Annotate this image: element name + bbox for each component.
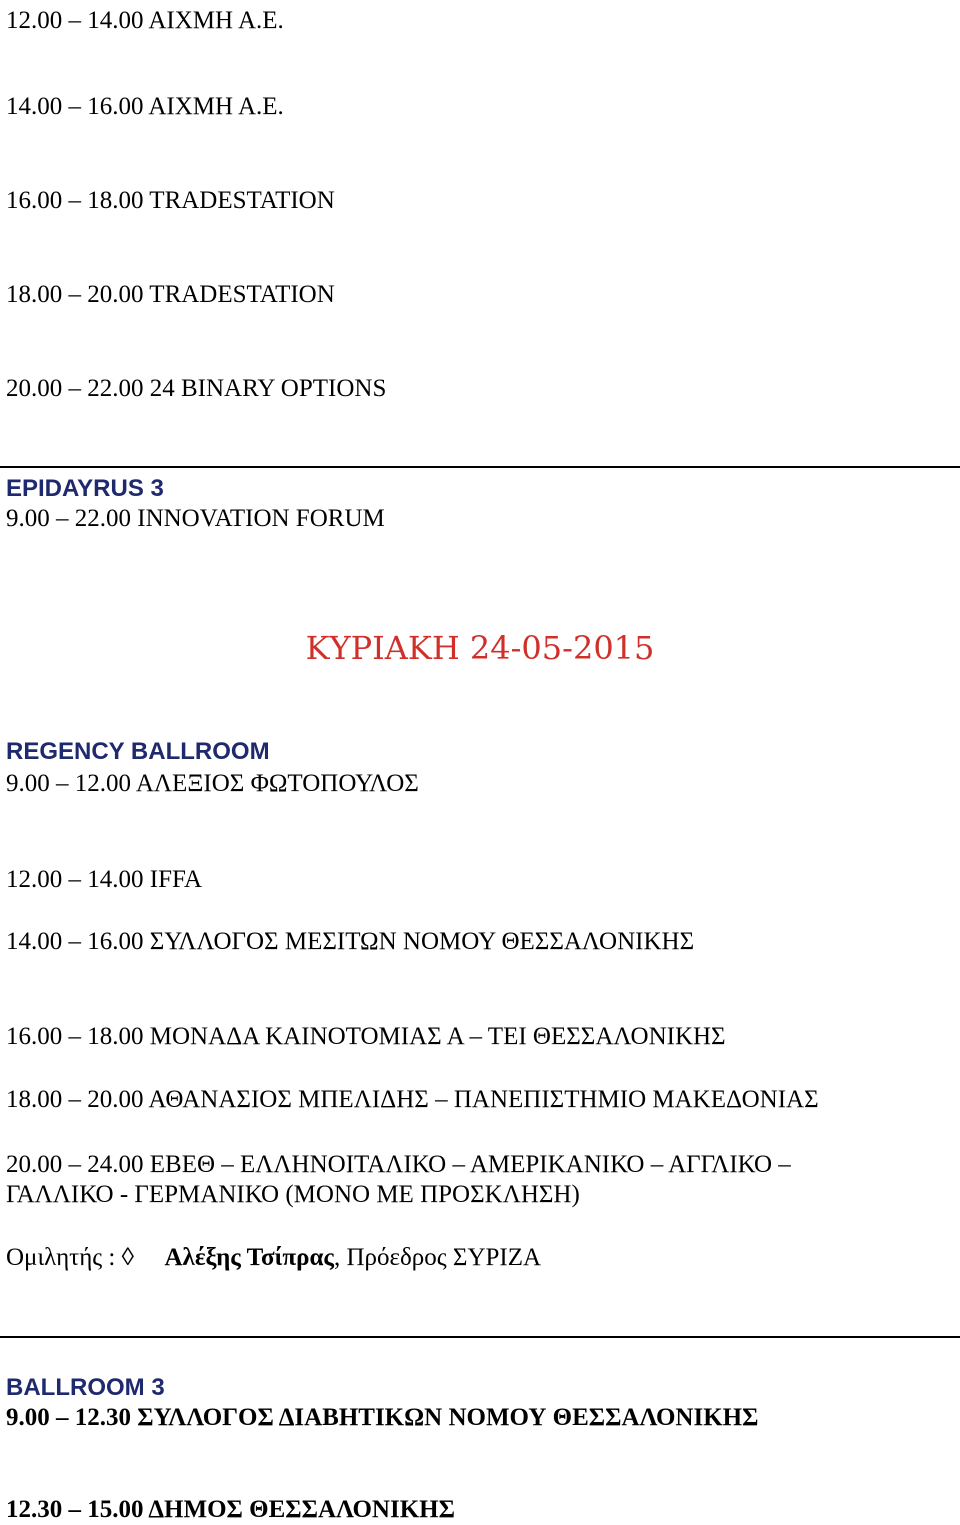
room-heading-ballroom3: BALLROOM 3 <box>6 1374 165 1401</box>
diamond-icon: ◊ <box>121 1244 134 1271</box>
schedule-entry: 14.00 – 16.00 ΣΥΛΛΟΓΟΣ ΜΕΣΙΤΩΝ ΝΟΜΟΥ ΘΕΣΣΑΛΟΝΙΚΗΣ <box>6 928 695 955</box>
schedule-entry: 14.00 – 16.00 ΑΙΧΜΗ Α.Ε. <box>6 93 284 120</box>
schedule-entry: 12.30 – 15.00 ΔΗΜΟΣ ΘΕΣΣΑΛΟΝΙΚΗΣ <box>6 1496 455 1523</box>
speaker-line <box>6 1243 541 1273</box>
schedule-entry: 20.00 – 22.00 24 BINARY OPTIONS <box>6 375 387 402</box>
room-heading-regency: REGENCY BALLROOM <box>6 738 270 765</box>
room-heading-epidaurus: EPIDAYRUS 3 <box>6 475 164 502</box>
schedule-entry: 20.00 – 24.00 ΕΒΕΘ – ΕΛΛΗΝΟΙΤΑΛΙΚΟ – ΑΜΕΡΙΚΑΝΙΚΟ – ΑΓΓΛΙΚΟ – <box>6 1151 791 1178</box>
day-heading: ΚΥΡΙΑΚΗ 24-05-2015 <box>305 629 655 667</box>
schedule-entry: 9.00 – 12.30 ΣΥΛΛΟΓΟΣ ΔΙΑΒΗΤΙΚΩΝ ΝΟΜΟΥ ΘΕΣΣΑΛΟΝΙΚΗΣ <box>6 1404 759 1431</box>
schedule-entry: 12.00 – 14.00 ΑΙΧΜΗ Α.Ε. <box>6 7 284 34</box>
section-divider <box>0 466 960 468</box>
schedule-entry: 18.00 – 20.00 TRADESTATION <box>6 281 335 308</box>
speaker-label: Ομιλητής : <box>6 1244 116 1271</box>
schedule-entry: 9.00 – 22.00 INNOVATION FORUM <box>6 505 385 532</box>
schedule-entry: 18.00 – 20.00 ΑΘΑΝΑΣΙΟΣ ΜΠΕΛΙΔΗΣ – ΠΑΝΕΠΙΣΤΗΜΙΟ ΜΑΚΕΔΟΝΙΑΣ <box>6 1086 819 1113</box>
schedule-entry: 9.00 – 12.00 ΑΛΕΞΙΟΣ ΦΩΤΟΠΟΥΛΟΣ <box>6 770 419 797</box>
schedule-entry: 16.00 – 18.00 TRADESTATION <box>6 187 335 214</box>
schedule-entry-continued: ΓΑΛΛΙΚΟ - ΓΕΡΜΑΝΙΚΟ (ΜΟΝΟ ΜΕ ΠΡΟΣΚΛΗΣΗ) <box>6 1181 580 1208</box>
speaker-name: Αλέξης Τσίπρας <box>164 1244 334 1271</box>
section-divider <box>0 1336 960 1338</box>
schedule-entry: 12.00 – 14.00 IFFA <box>6 866 203 893</box>
speaker-role: , Πρόεδρος ΣΥΡΙΖΑ <box>333 1244 542 1271</box>
schedule-entry: 16.00 – 18.00 ΜΟΝΑΔΑ ΚΑΙΝΟΤΟΜΙΑΣ Α – ΤΕΙ ΘΕΣΣΑΛΟΝΙΚΗΣ <box>6 1023 726 1050</box>
